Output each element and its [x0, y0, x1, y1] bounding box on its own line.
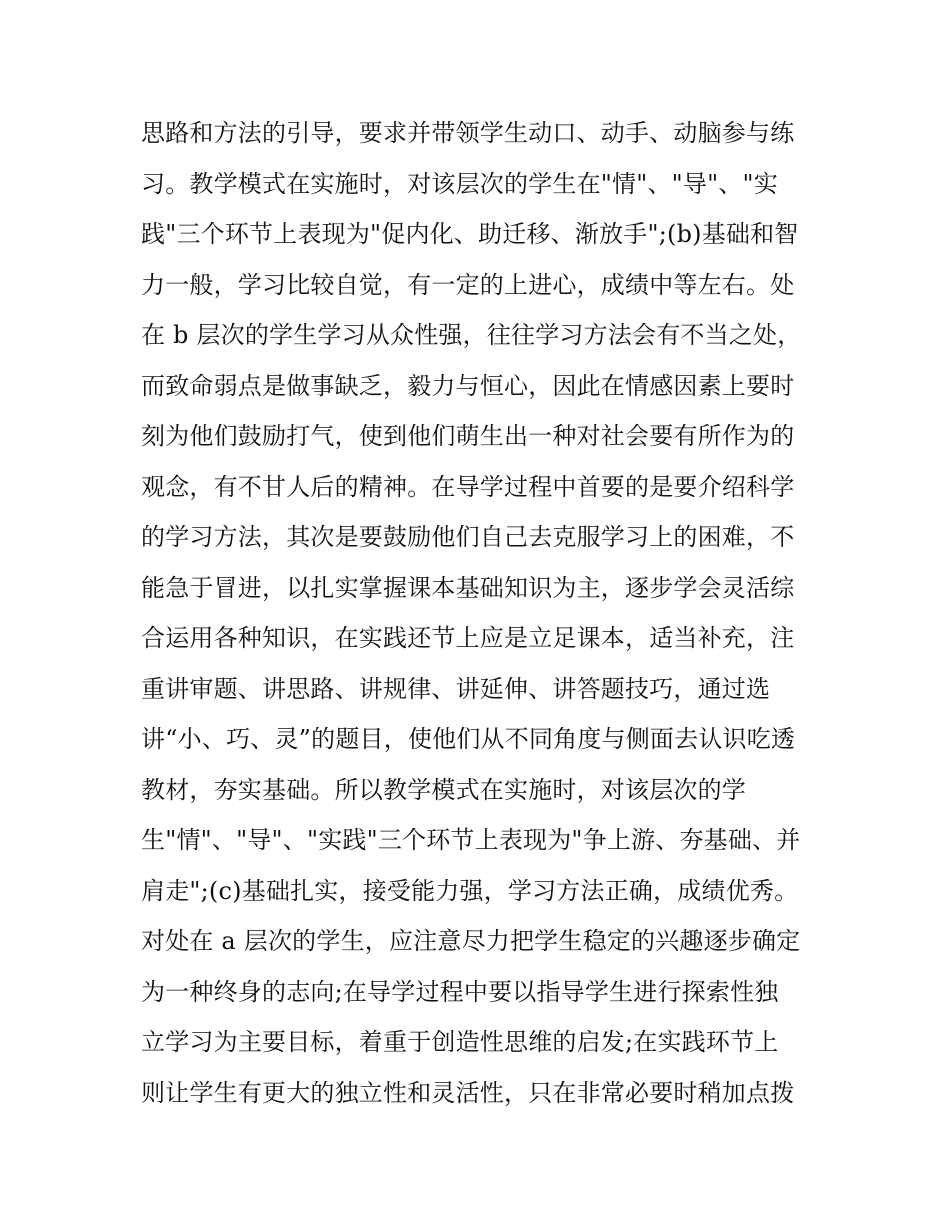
text-line-16: 肩走";(c)基础扎实，接受能力强，学习方法正确，成绩优秀。 — [141, 876, 799, 905]
text-line-4: 力一般，学习比较自觉，有一定的上进心，成绩中等左右。处 — [141, 270, 795, 299]
text-line-19: 立学习为主要目标，着重于创造性思维的启发;在实践环节上 — [141, 1028, 779, 1056]
text-line-20: 则让学生有更大的独立性和灵活性，只在非常必要时稍加点拨 — [141, 1078, 795, 1107]
text-line-8: 观念，有不甘人后的精神。在导学过程中首要的是要介绍科学 — [141, 472, 795, 501]
text-line-9: 的学习方法，其次是要鼓励他们自己去克服学习上的困难，不 — [141, 523, 795, 551]
text-line-6: 而致命弱点是做事缺乏，毅力与恒心，因此在情感因素上要时 — [141, 371, 795, 400]
text-line-3: 践"三个环节上表现为"促内化、助迁移、渐放手";(b)基础和智 — [141, 220, 799, 248]
text-line-15: 生"情"、"导"、"实践"三个环节上表现为"争上游、夯基础、并 — [141, 826, 801, 854]
text-line-13: 讲“小、巧、灵”的题目，使他们从不同角度与侧面去认识吃透 — [141, 725, 796, 753]
text-line-5: 在 b 层次的学生学习从众性强，往往学习方法会有不当之处， — [141, 321, 802, 349]
text-line-14: 教材，夯实基础。所以教学模式在实施时，对该层次的学 — [141, 775, 746, 804]
text-line-1: 思路和方法的引导，要求并带领学生动口、动手、动脑参与练 — [141, 119, 795, 147]
text-line-2: 习。教学模式在实施时，对该层次的学生在"情"、"导"、"实 — [141, 169, 778, 198]
text-line-17: 对处在 a 层次的学生，应注意尽力把学生稳定的兴趣逐步确定 — [141, 927, 801, 955]
text-line-18: 为一种终身的志向;在导学过程中要以指导学生进行探索性独 — [141, 977, 779, 1006]
text-line-7: 刻为他们鼓励打气，使到他们萌生出一种对社会要有所作为的 — [141, 422, 795, 450]
body-paragraph — [141, 108, 821, 1118]
text-line-12: 重讲审题、讲思路、讲规律、讲延伸、讲答题技巧，通过选 — [141, 674, 771, 703]
text-line-11: 合运用各种知识，在实践还节上应是立足课本，适当补充，注 — [141, 624, 795, 652]
text-line-10: 能急于冒进，以扎实掌握课本基础知识为主，逐步学会灵活综 — [141, 573, 795, 602]
